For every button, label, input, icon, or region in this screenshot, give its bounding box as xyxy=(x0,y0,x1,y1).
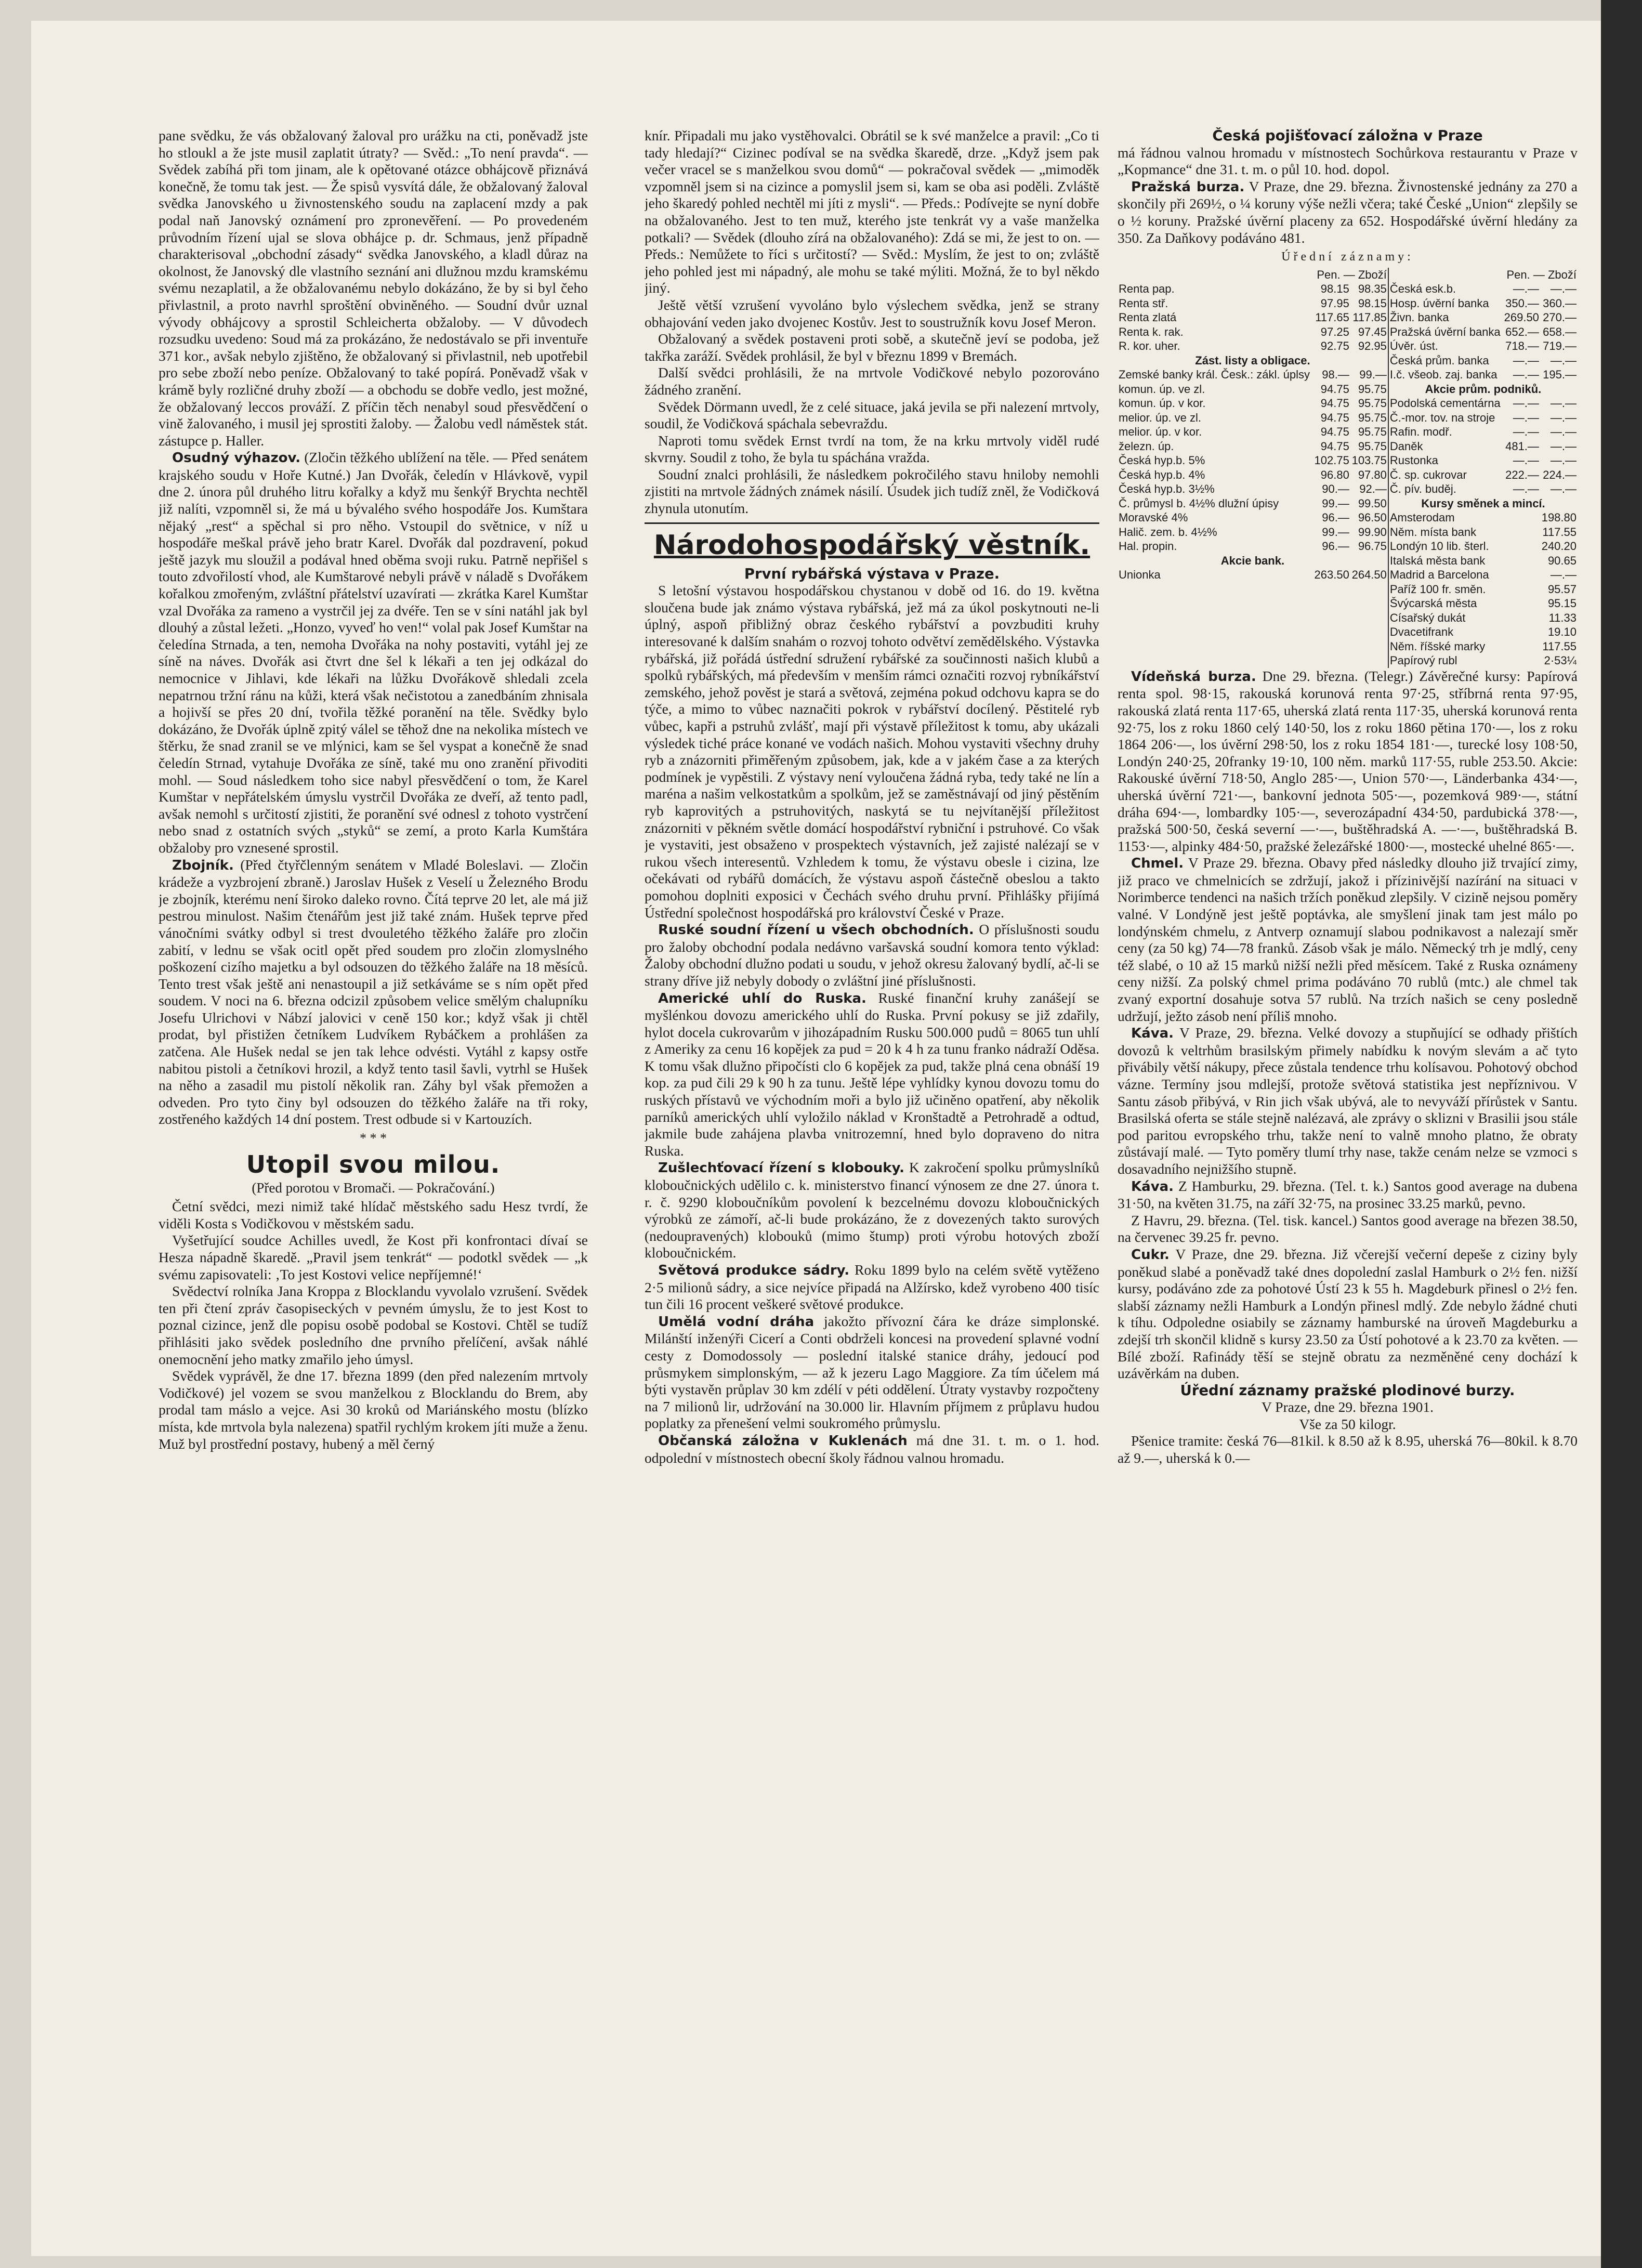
article-cukr xyxy=(1118,1246,1578,1382)
rate-name: Úvěr. úst. xyxy=(1388,339,1503,353)
cukr-text: V Praze, dne 29. března. Již včerejší večerní depeše z ciziny byly poněkud slabé a poněvadž také dnes dopolední zaslal Hamburk o 2½ fen. nižší kursy, podáváno zde za pohotové Ústí 23 k 55 h. Magdeburk přinesl o 2½ fen. slabší záznamy nežli Hamburk a Londýn přinesl mdlý. Zde nebylo žádné chuti k tíhu. Odpoledne osiabily se záznamy hamburské na úroveň Magdeburku a zdejší trh skončil klidně s kursy 23.50 za Ústí pohotové a k 23.70 za květen. — Bílé zboží. Rafinády těší se stejně obratu za nezměněné ceny dochází k uzávěrkám na duben. xyxy=(1118,1246,1578,1382)
article-vodni-draha xyxy=(645,1313,1099,1432)
rate-buy: —.— xyxy=(1513,454,1539,467)
rate-buy: —.— xyxy=(1513,425,1539,439)
section-rule xyxy=(645,522,1099,524)
utopil-paragraph: Naproti tomu svědek Ernst tvrdí na tom, že na krku mrtvoly viděl rudé skvrny. Soudil z toho, že byla tu spáchána vražda. xyxy=(645,432,1099,466)
rate-buy: —.— xyxy=(1513,368,1539,382)
utopil-paragraph: Vyšetřující soudce Achilles uvedl, že Kost při konfrontaci dívaí se Hesza nápadně škaredě. „Pravil jsem tenkrát“ — podotkl svědek — „k svému zapisovateli: ‚To jest Kostovi velice nepříjemné!‘ xyxy=(159,1232,588,1282)
rate-buy: 98.15 xyxy=(1320,282,1349,296)
rate-name: komun. úp. v kor. xyxy=(1119,397,1206,410)
rate-sell: 98.35 xyxy=(1358,282,1387,296)
rate-buy: —.— xyxy=(1513,282,1539,296)
rate-name: Dvacetifrank xyxy=(1388,625,1503,639)
rate-name: Švýcarská města xyxy=(1388,596,1503,611)
rate-name: Hal. propin. xyxy=(1119,540,1177,553)
table-row xyxy=(1118,353,1578,368)
zbojnik-text: (Před čtyřčlenným senátem v Mladé Boleslavi. — Zločin krádeže a vyzbrojení zbraně.) Jaroslav Hušek z Veselí u Železného Brodu je zbojník, kterému není široko daleko rovno. Čítá teprve 20 let, ale má již pestrou minulost. Našim čtenářům jest již také znám. Hušek teprve před vánočními svátky odbyl si trest dvouletého těžkého žaláře pro zločin zabití, v lednu se však ocitl opět před soudem pro zločin zlomyslného poškození cizího majetku a byl odsouzen do těžkého žaláře na 18 měsíců. Tento trest však ještě ani nenastoupil a již setkáváme se s ním opět před soudem. V noci na 6. března odcizil způsobem velice smělým chalupníku Josefu Ulrichovi v Nábzí jalovici v ceně 150 kor.; když však ji chtěl prodat, byl přistižen četníkem Ludvíkem Rybáčkem a prohlášen za zatčena. Ale Hušek nedal se jen tak lehce odvésti. Vytáhl z kapsy ostře nabitou pistoli a četníkovi hrozil, a když tento tasil šavli, vytrhl se Hušek na něho a zasadil mu pistolí několik ran. Záhy byl však přemožen a odveden. Pro tyto činy byl odsouzen do těžkého žaláře na tři roky, zostřeného každých 14 dní postem. Trest odbude si v Kartouzích. xyxy=(159,856,588,1128)
utopil-paragraph: Svědek vyprávěl, že dne 17. března 1899 (den před nalezením mrtvoly Vodičkové) jel vozem se svou manželkou z Blocklandu do Brem, aby prodal tam máslo a vejce. Asi 30 kroků od Mariánského mostu (blízko místa, kde mrtvola byla nalezena) spatřil rychlým krokem jíti muže a ženu. Muž byl prostřední postavy, hubený a měl černý xyxy=(159,1368,588,1452)
table-row xyxy=(1118,339,1578,353)
rate-buy: 263.50 xyxy=(1314,568,1349,582)
rate-sell: 99.— xyxy=(1359,368,1387,382)
prazska-burza-text: V Praze, dne 29. března. Živnostenské jednány za 270 a skončily při 269½, o ¼ koruny výše nežli včera; také České „Union“ zlepšily se o ½ koruny. Pražské úvěrní placeny za 652. Hospodářské úvěrní hledány za 350. Za Daňkovy podáváno 481. xyxy=(1118,178,1578,246)
utopil-paragraph: Soudní znalci prohlásili, že následkem pokročilého stavu hniloby nemohli zjistiti na mrtvole žádných známek násilí. Úsudek jich tudíž zněl, že Vodičková zhynula utonutím. xyxy=(645,466,1099,517)
rate-sell: 92.95 xyxy=(1358,339,1387,353)
empty-cell xyxy=(1118,611,1388,625)
heading-utopil-svou-milou: Utopil svou milou. xyxy=(246,1150,501,1178)
rate-buy: 94.75 xyxy=(1320,397,1349,410)
utopil-continued: knír. Připadali mu jako vystěhovalci. Obrátil se k své manželce a pravil: „Co ti tady hledají?“ Cizinec podíval se na svědka škaredě, drze. „Když jsem pak večer vracel se s manželkou svou domů“ — pokračoval svědek — „mimoděk vzpomněl jsem si na cizince a pomyslil jsem si, kam se oba asi poděli. Zvláště jeho škaredý pohled nechtěl mi jíti z mysli“. — Předs.: Podívejte se nyní dobře na obžalovaného. Jest to ten muž, kterého jste tenkrát vy a vaše manželka potkali? — Svědek (dlouho zírá na obžalovaného): Zdá se mi, že jest to on. — Předs.: Nemůžete to říci s určitostí? — Svěd.: Myslím, že jest to on; zvláště jeho pohled jest mi nápadný, ale mohu se také mýliti. Možná, že to byl někdo jiný. xyxy=(645,127,1099,296)
rate-name: melior. úp. v kor. xyxy=(1119,425,1202,439)
rate-sell: —.— xyxy=(1550,454,1577,467)
table-row xyxy=(1118,596,1578,611)
rate-buy: —.— xyxy=(1513,353,1539,367)
vodni-draha-text: jakožto přívozní čára ke dráze simplonské. Milánští inženýři Cicerí a Conti obdrželi koncesi na provedení splavné vodní cesty z Domodossoly — poslední italské stanice dráhy, jedoucí pod průsmykem simplonským, — až k jezeru Lago Maggiore. Za tím účelem má býti vystavěn průplav 30 km zdélí v péti oddělení. Útraty vystavby rozpočteny na 7 milionů lir, udržování na 30.000 lir. Hlavním příjmem z průplavu hudou poplatky za přenešení velmi soukromého průmyslu. xyxy=(645,1313,1099,1432)
empty-cell xyxy=(1118,625,1388,639)
article-sadra xyxy=(645,1262,1099,1313)
table-row xyxy=(1118,453,1578,468)
table-title-uredni-zaznamy: Úřední záznamy: xyxy=(1281,250,1414,264)
table-header-row xyxy=(1118,268,1578,282)
table-row xyxy=(1118,325,1578,339)
rate-buy: 96.80 xyxy=(1320,468,1349,481)
rate-sell: 96.50 xyxy=(1358,511,1387,525)
rate-buy xyxy=(1503,539,1540,554)
zalozna-kuklena-text: má dne 31. t. m. o 1. hod. odpolední v místnostech obecní školy řádnou valnou hromadu. xyxy=(645,1432,1099,1466)
article-zbojnik xyxy=(159,857,588,1129)
heading-chmel: Chmel. xyxy=(1131,856,1184,872)
table-row xyxy=(1118,653,1578,668)
rate-sell: 11.33 xyxy=(1548,611,1577,624)
heading-sadra: Světová produkce sádry. xyxy=(658,1263,850,1278)
exchange-rates-table xyxy=(1118,268,1578,668)
rate-sell: 95.75 xyxy=(1358,397,1387,410)
rate-sell: —.— xyxy=(1550,397,1577,410)
rate-buy: 92.75 xyxy=(1320,339,1349,353)
rate-buy: 94.75 xyxy=(1320,382,1349,396)
rate-sell: —.— xyxy=(1550,411,1577,424)
rate-buy: —.— xyxy=(1513,482,1539,496)
rate-sell: 264.50 xyxy=(1351,568,1387,582)
ruske-text: O příslušnosti soudu pro žaloby obchodní podala nedávno varšavská soudní komora tento výklad: Žaloby obchodní dlužno podati u soudu, v jehož okresu žalovaný bydlí, ač-li se strany dříve již nebyly dobody o zvláštní jiné příslušnosti. xyxy=(645,921,1099,989)
videnska-burza-text: Dne 29. března. (Telegr.) Závěrečné kursy: Papírová renta spol. 98·15, rakouská korunová renta 97·25, stříbrná renta 97·95, rakouská zlatá renta 117·65, uherská zlatá renta 117·35, uherská korunová renta 92·75, los z roku 1860 celý 140·50, los z roku 1860 pětina 170·—, los z roku 1864 206·—, los úvěrní 298·50, los z roku 1854 181·—, turecké losy 108·50, Londýn 240·25, 20franky 19·10, 100 něm. marků 117·55, ruble 253.50. Akcie: Rakouské úvěrní 718·50, Anglo 285·—, Union 570·—, Länderbanka 434·—, uherská úvěrní 721·—, bankovní jednota 505·—, pozemková 989·—, státní dráha 694·—, lombardky 105·—, severozápadní 434·50, pardubická 378·—, pražská 500·50, česká severní —·—, buštěhradská A. —·—, buštěhradská B. 1153·—, alpinky 484·50, pražské železářské 1800·—, mostecké uhelné 865·—. xyxy=(1118,667,1578,854)
heading-zbojnik: Zbojník. xyxy=(172,857,234,873)
rate-sell: —.— xyxy=(1550,425,1577,439)
utopil-paragraph: Obžalovaný a svědek postaveni proti sobě, a skutečně jeví se podoba, jež takřka zaráží. Svědek prohlásil, že byl v březnu 1899 v Bremách. xyxy=(645,331,1099,364)
article-continued-text: pane svědku, že vás obžalovaný žaloval pro urážku na cti, poněvadž jste ho stloukl a že jste musil zaplatit útraty? — Svěd.: „To není pravda“. — Svědek zabíhá při tom jinam, ale k opětované otázce obhájcově přiznává konečně, že tomu tak jest. — Že spisů vysvítá dále, že obžalovaný žaloval svědka Janovského u živnostenského soudu na zaplacení mzdy a pak podal naň Janovský oznámení pro zpronevěření. — Po provedeném průvodním řízení ujal se slova obhájce p. dr. Schmaus, jenž případně charakterisoval „obchodní zásady“ svědka Janovského, a kladl důraz na okolnost, že Janovský dle vlastního seznání ani dlužnou mzdu kramskému svému nezaplatil, a že obžalovanému nebylo dokázáno, že by si byl čeho přivlastnil, a proto navrhl sproštění obviněného. — Soudní dvůr uznal vývody obhájcovy a sprostil Schleicherta obžaloby. — V důvodech rozsudku uvedeno: Soud má za prokázáno, že nedostávalo se při inventuře 371 kor., avšak nebylo zjištěno, že obžalovaný si přivlastnil, neb upotřebil pro sebe zboží nebo peníze. Obžalovaný to také popírá. Poněvadž však v krámě byly rozličné druhy zboží — a obchodu se dobře vedlo, jest možné, že obžalovaný leccos prováží. Z příčin těch nenabyl soud přesvědčení o vině žalovaného, i musil jej sprostiti žaloby. — Žalobu vedl náměstek stát. zástupce p. Haller. xyxy=(159,127,588,449)
article-americke-uhli xyxy=(645,990,1099,1160)
table-row xyxy=(1118,310,1578,325)
table-row xyxy=(1118,468,1578,482)
table-row xyxy=(1118,282,1578,296)
rate-sell: —.— xyxy=(1550,353,1577,367)
rate-sell: 658.— xyxy=(1543,325,1577,338)
rybarska-text: S letošní výstavou hospodářskou chystanou v době od 16. do 19. května sloučena bude jak známo výstava rybářská, jež má za úkol poskytnouti ne-li úplný, aspoň přibližný obraz českého rybářství a povzbuditi kruhy interesované k dalším snahám o rozvoj tohoto odvětví zemědělského. Výstavka rybářská, již pořádá ústřední sdružení rybářské za součinnosti našich klubů a spolků rybářských, má především v menším rámci označiti rozvoj rybníkářství zemského, jehož pověst je stará a světová, zejména pokud odchovu kapra se do týče, a mimo to vůbec naznačiti pokrok v rybářství docílený. Pěstitelé ryb vůbec, kapři a pstruhů zvlášť, mají při výstavě příležitost k tomu, aby ukázali výsledek tiché práce konané ve vodách našich. Mohou vystaviti všechny druhy ryb a znázorniti přiměřeným způsobem, jak, kde a v jakém čase a za kterých podmínek je vypěstili. Z výstavy není vyloučena žádná ryba, tedy také ne lín a maréna a našim velkostatkům a spolkům, jež se zaměstnávají od jiný pěstěním ryb kaprovitých a pstruhovitých, naskytá se tu nejvítanější příležitost znázorniti v pěkném světle domácí hospodářství rybniční i pstruhové. Co však je vystaviti, jest obsaženo v prospektech výstavních, jež zajisté nalézají se v rukou všech interesentů. Vzhledem k tomu, že výstavu obesle i cizina, lze očekávati od rybářů domácích, že výstavu aspoň částečně obeslou a takto pomohou doplniti exposici v Čechách svého druhu první. Přihlášky přijímá Ústřední společnost hospodářská pro království České v Praze. xyxy=(645,582,1099,921)
rate-buy: 94.75 xyxy=(1320,411,1349,424)
kava-havr-text: Z Havru, 29. března. (Tel. tisk. kancel.) Santos good average na březen 38.50, na červenec 39.25 fr. pevno. xyxy=(1118,1212,1578,1246)
table-row xyxy=(1118,368,1578,382)
table-row xyxy=(1118,510,1578,525)
rate-sell: 117.85 xyxy=(1352,311,1387,324)
table-row xyxy=(1118,568,1578,582)
rate-name: Hosp. úvěrní banka xyxy=(1388,296,1503,311)
table-header-right: Pen. — Zboží xyxy=(1506,268,1577,281)
zuslechtovaci-text: K zakročení spolku průmyslníků kloboučnických udělilo c. k. ministerstvo financí výnosem ze dne 27. února t. r. č. 9290 kloboučníkům povolení k bezcelnému dovozu kloboučnických výrobků ze zámoří, ač-li bude prokázáno, že z dovezených takto surových (nedoupravených) klobouků (mimo štump) proti výrobu hotových zboží kloboučnickém. xyxy=(645,1159,1099,1261)
heading-videnska-burza: Vídeňská burza. xyxy=(1131,668,1256,685)
empty-cell xyxy=(1118,639,1388,654)
rate-buy: 97.95 xyxy=(1320,296,1349,310)
rate-name: Rafin. modř. xyxy=(1388,425,1503,439)
rate-sell: 95.15 xyxy=(1547,597,1577,610)
table-row xyxy=(1118,539,1578,554)
table-row xyxy=(1118,296,1578,311)
rate-name: železn. úp. xyxy=(1119,439,1174,453)
rate-buy: 99.— xyxy=(1322,496,1349,510)
utopil-paragraph: Četní svědci, mezi nimiž také hlídač městského sadu Hesz tvrdí, že viděli Kosta s Vodičkovou v městském sadu. xyxy=(159,1198,588,1231)
rate-buy: 652.— xyxy=(1505,325,1539,338)
heading-kava-hamburk: Káva. xyxy=(1131,1178,1174,1195)
rate-sell: 198.80 xyxy=(1541,511,1577,525)
article-kava-hamburk xyxy=(1118,1178,1578,1212)
rate-name: Italská města bank xyxy=(1388,554,1503,568)
heading-americke-uhli: Americké uhlí do Ruska. xyxy=(658,990,866,1006)
rate-buy xyxy=(1503,554,1540,568)
table-row xyxy=(1118,411,1578,425)
rate-buy: 90.— xyxy=(1322,482,1349,496)
rate-sell: 95.75 xyxy=(1358,382,1387,396)
osudny-text: (Zločin těžkého ublížení na těle. — Před senátem krajského soudu v Hoře Kutné.) Jan Dvořák, čeledín v Hlávkově, vypil dne 2. února půl druhého litru kořalky a když mu šenkýř Brychta nechtěl již nalíti, vzpomněl si, že má u bývalého svého hospodáře Jos. Kumštara nějaký „rest“ a spěchal si pro něho. Vstoupil do světnice, v níž u hospodáře meškal právě jeho bratr Karel. Dvořák dal pozdravení, pokud ještě jazyk mu sloužil a podával hned oběma svoji ruku. Patrně nepřišel s touto zdvořilostí vhod, ale Kumštarové nebyli právě v náladě s Dvořákem kořalkou zmořeným, zvláštní přátelství uzavírati — zkrátka Karel Kumštar vzal Dvořáka za rameno a vystrčil jej za dvéře. Ten se v síni natáhl jak byl dlouhý a zůstal ležeti. „Honzo, vyveď ho ven!“ volal pak Josef Kumštar na čeledína Strnada, a ten, nemoha Dvořáka na nohy postaviti, vytáhl jej ze síně na náves. Dvořák asi čtvrt dne šel k lékaři a ten jej odkázal do nemocnice v Jihlavi, kde lékaři na lůžku Dvořákově shledali zcela nepatrnou tržní ránu na kůži, která však nečistotou a zanedbáním zhnisala a hojivší se přes 20 dní, tvořila těžké poranění na těle. Svědky bylo dokázáno, že Dvořák úplně zpitý válel se těhož dne na nekolika místech ve štěrku, že snad zranil se ve mlýnici, kam se šel vyspat a konečně že snad čeledín Strnad, vytahuje Dvořáka ze síně, také mu ono zranění přivoditi mohl. — Soud následkem toho sice nabyl přesvědčení o tom, že Karel Kumštar v nepřátelském úmyslu vystrčil Dvořáka ze dveří, až tento padl, avšak nemohl s určitostí zjistiti, že poranění své odnesl z tohoto vystrčení nebo snad z ostatních svých „styků“ se zemí, a proto Karla Kumštára obžaloby pro vznesené sprostil. xyxy=(159,449,588,856)
pojistovaci-text: má řádnou valnou hromadu v místnostech Sochůrkova restaurantu v Praze v „Kopmance“ dne 31. t. m. o půl 10. hod. dopol. xyxy=(1118,144,1578,178)
header-spacer xyxy=(1118,268,1313,282)
rate-name: Renta pap. xyxy=(1119,282,1175,296)
heading-zuslechtovaci: Zušlechťovací řízení s klobouky. xyxy=(658,1160,905,1176)
rate-name: Císařský dukát xyxy=(1388,611,1503,625)
rate-buy xyxy=(1503,568,1540,582)
rate-sell: 95.75 xyxy=(1358,439,1387,453)
rate-sell: 360.— xyxy=(1543,296,1577,310)
rate-name: Madrid a Barcelona xyxy=(1388,568,1503,582)
table-row xyxy=(1118,396,1578,411)
rate-name: Amsterodam xyxy=(1388,510,1503,525)
rate-buy: 222.— xyxy=(1505,468,1539,481)
rate-sell: 2·53¼ xyxy=(1544,654,1577,667)
utopil-paragraph: Další svědci prohlásili, že na mrtvole Vodičkové nebylo pozorováno žádného zranění. xyxy=(645,364,1099,398)
rate-sell: 19.10 xyxy=(1547,625,1577,639)
heading-cukr: Cukr. xyxy=(1131,1247,1170,1263)
rate-name: Daněk xyxy=(1388,439,1503,454)
rate-name: Paříž 100 fr. směn. xyxy=(1388,582,1503,597)
sadra-text: Roku 1899 bylo na celém světě vytěženo 2·5 milionů sádry, a sice nejvíce připadá na Alžírsko, kdež vyrobeno 400 tisíc tun čili 16 procent veškeré světové produkce. xyxy=(645,1262,1099,1313)
rate-buy: —.— xyxy=(1513,411,1539,424)
rate-sell: 99.90 xyxy=(1358,525,1387,539)
article-ruske-rizeni xyxy=(645,921,1099,989)
article-osudny xyxy=(159,449,588,856)
rate-sell: 195.— xyxy=(1543,368,1577,382)
rate-name: Č. pív. buděj. xyxy=(1388,482,1503,496)
rate-name: Renta k. rak. xyxy=(1119,325,1184,338)
section-separator-stars: * * * xyxy=(360,1131,387,1146)
utopil-paragraph: Svědek Dörmann uvedl, že z celé situace, jaká jevila se při nalezení mrtvoly, soudil, že Vodičková spáchala sebevraždu. xyxy=(645,398,1099,432)
rate-name: Renta zlatá xyxy=(1119,311,1177,324)
rate-buy xyxy=(1503,510,1540,525)
rate-sell: 270.— xyxy=(1543,311,1577,324)
rate-sell: 99.50 xyxy=(1358,496,1387,510)
rate-buy xyxy=(1503,653,1540,668)
utopil-paragraph: Ještě větší vzrušení vyvoláno bylo výslechem svědka, jenž se strany obhajování veden jako dvojenec Kostův. Jest to soustružník kovu Josef Meron. xyxy=(645,296,1099,330)
rate-sell: 97.45 xyxy=(1358,325,1387,338)
utopil-subheading: (Před porotou v Bromači. — Pokračování.) xyxy=(252,1179,495,1196)
column-right xyxy=(1118,127,1578,2207)
heading-prazska-burza: Pražská burza. xyxy=(1131,179,1245,195)
rate-sell: 95.57 xyxy=(1547,582,1577,596)
plodinova-date: V Praze, dne 29. března 1901. xyxy=(1262,1399,1434,1415)
column-middle xyxy=(645,127,1099,2217)
table-header-left: Pen. — Zboží xyxy=(1317,268,1387,281)
rate-name: Rustonka xyxy=(1388,453,1503,468)
table-row xyxy=(1118,611,1578,625)
rate-name: Něm. místa bank xyxy=(1388,525,1503,540)
table-row xyxy=(1118,425,1578,439)
rate-sell: 103.75 xyxy=(1351,454,1387,467)
kava-text: V Praze, 29. března. Velké dovozy a stupňující se odhady přištích dovozů k veltrhům brasilským přimely nabídku k novým slevám a ač tyto přivábily větší nákupy, přece zůstala tendence trhu kolísavou. Pohotový obchod vázne. Termíny jsou mdlejší, protože světová statistika jest nepříznivou. V Santu zásob přibývá, v Rin jich však ubývá, ale to nevyváží přírůstek v Santu. Brasilská oferta se stále stejně nalézavá, ale zprávy o sklizni v Brasilii jsou stále pod paritou evropského trhu, takže není to valně mnoho platno, že obraty zůstávají malé. — Tyto poměry tlumí trhy nase, takže cenám nelze se vzmoci s dosavadního nejnižšího stupně. xyxy=(1118,1025,1578,1177)
rate-name: Halič. zem. b. 4½% xyxy=(1119,525,1217,539)
rate-sell: 224.— xyxy=(1543,468,1577,481)
table-section-heading: Zást. listy a obligace. xyxy=(1195,353,1310,367)
americke-text: Ruské finanční kruhy zanášejí se myšlénkou dovozu amerického uhlí do Ruska. První pokusy se již zdařily, hylot docela cukrovarům v jihozápadním Rusku 500.000 pudů = 8065 tun uhlí z Ameriky za cenu 16 kopějek za pud = 20 k 4 h za tunu franko nádraží Oděsa. K tomu však dlužno připočísti clo 6 kopějek za pud, takže plná cena obnáší 19 kop. za pud čili 29 k 90 h za tunu. Ještě lépe vyhlídky kynou dovozu tomu do ruských přístavů ve východním moři a bylo již učiněno opatření, aby několik parníků amerických uhlí vyložilo náklad v Kronštadtě a Petrohradě a odtud, jakmile bude zahájena plavba vnitrozemní, hned bylo dopraveno do nitra Ruska. xyxy=(645,989,1099,1159)
rate-sell: —.— xyxy=(1550,568,1577,582)
rate-name: Česká esk.b. xyxy=(1388,282,1503,296)
rate-name: Č. průmysl b. 4½% dlužní úpisy xyxy=(1119,496,1279,510)
rate-sell: —.— xyxy=(1550,282,1577,296)
rate-sell: 95.75 xyxy=(1358,411,1387,424)
chmel-text: V Praze 29. března. Obavy před následky dlouho již trvající zimy, již praco ve chmelnicích se zdržují, jakož i přízinivější nazírání na situaci v Norimberce tendenci na našich tržích poněkud zlepšily. V cizině nejsou poměry valné. V Londýně jest ještě poptávka, ale smyšlení jinak tam jest málo po londýnském chmelu, z Antverp oznamují slabou podnikavost a nalezají směr ceny (za 50 kg) 74—78 franků. Zásob však je málo. Německý trh je mdlý, ceny též slabé, o 10 až 15 marků nižší nežli před měsícem. Také z Ruska oznámeny ceny nižší. Za polský chmel prima podáváno 70 rublů (mtc.) ale chmel tak zvaný exportní dosahuje sotva 57 rublů. Na trzích našich se ceny posledně udržují, ježto zásob není příliš mnoho. xyxy=(1118,855,1578,1024)
rate-buy: —.— xyxy=(1513,397,1539,410)
table-row xyxy=(1118,582,1578,597)
rate-sell: 719.— xyxy=(1543,339,1577,353)
rate-name: Papírový rubl xyxy=(1388,653,1503,668)
rate-sell: 95.75 xyxy=(1358,425,1387,439)
heading-zalozna-kuklena: Občanská záložna v Kuklenách xyxy=(658,1433,908,1449)
table-row xyxy=(1118,525,1578,540)
rate-name: Č. sp. cukrovar xyxy=(1388,468,1503,482)
rate-sell: —.— xyxy=(1550,482,1577,496)
rate-buy: 117.65 xyxy=(1315,311,1349,324)
rate-sell: —.— xyxy=(1550,439,1577,453)
rate-sell: 90.65 xyxy=(1547,554,1577,567)
rate-name: Živn. banka xyxy=(1388,310,1503,325)
rate-buy xyxy=(1503,625,1540,639)
rate-name: melior. úp. ve zl. xyxy=(1119,411,1201,424)
rate-name: komun. úp. ve zl. xyxy=(1119,382,1205,396)
heading-ruske-rizeni: Ruské soudní řízení u všech obchodních. xyxy=(658,922,974,938)
rate-sell: 117.55 xyxy=(1542,639,1577,653)
heading-vodni-draha: Umělá vodní dráha xyxy=(658,1314,815,1330)
rate-buy xyxy=(1503,582,1540,597)
table-row xyxy=(1118,482,1578,496)
table-section-heading: Kursy směnek a mincí. xyxy=(1388,496,1578,511)
scan-edge-border xyxy=(1601,0,1642,2268)
rate-name: Pražská úvěrní banka xyxy=(1388,325,1503,339)
rate-sell: 96.75 xyxy=(1358,540,1387,553)
rate-name: Renta stř. xyxy=(1119,296,1168,310)
section-title-narodohospodarsky-vestnik: Národohospodářský věstník. xyxy=(653,529,1091,561)
rate-sell: 117.55 xyxy=(1542,525,1577,539)
article-kava xyxy=(1118,1025,1578,1177)
table-row xyxy=(1118,439,1578,454)
rate-buy: 96.— xyxy=(1322,540,1349,553)
table-row xyxy=(1118,625,1578,639)
rate-buy: 350.— xyxy=(1505,296,1539,310)
empty-cell xyxy=(1118,653,1388,668)
heading-osudny-vyhazov: Osudný výhazov. xyxy=(172,450,301,466)
rate-buy xyxy=(1503,525,1540,540)
table-section-heading: Akcie prům. podniků. xyxy=(1388,382,1578,397)
table-row xyxy=(1118,554,1578,568)
rate-buy xyxy=(1503,611,1540,625)
rate-name: Česká prům. banka xyxy=(1388,353,1503,368)
heading-ceska-pojistovaci-zalozna: Česká pojišťovací záložna v Praze xyxy=(1212,127,1483,144)
header-spacer xyxy=(1388,268,1503,282)
plodinova-unit: Vše za 50 kilogr. xyxy=(1299,1415,1396,1432)
rate-buy xyxy=(1503,639,1540,654)
rate-name: Londýn 10 lib. šterl. xyxy=(1388,539,1503,554)
rate-name: Unionka xyxy=(1119,568,1161,582)
rate-buy: 718.— xyxy=(1505,339,1539,353)
table-row xyxy=(1118,496,1578,511)
heading-kava: Káva. xyxy=(1131,1026,1174,1042)
utopil-paragraph: Svědectví rolníka Jana Kroppa z Blocklandu vyvolalo vzrušení. Svědek ten při čtení zpráv časopiseckých v pevném úmyslu, že to jest Kost to poznal cizince, jenž dle popisu osobě podobal se Kostovi. Chtěl se tudíž přihlásiti jako svědek posledního dne prvního přelíčení, avšak náhlé onemocnění jeho matky zmařilo jeho úmysl. xyxy=(159,1283,588,1367)
rate-name: Česká hyp.b. 4% xyxy=(1119,468,1205,481)
rate-name: Česká hyp.b. 5% xyxy=(1119,454,1205,467)
rate-sell: 92.— xyxy=(1359,482,1387,496)
article-zuslechtovaci xyxy=(645,1159,1099,1262)
table-section-heading: Akcie bank. xyxy=(1220,554,1285,567)
rate-buy: 269.50 xyxy=(1504,311,1539,324)
rate-buy: 94.75 xyxy=(1320,425,1349,439)
rate-name: Zemské banky král. Česk.: zákl. úplsy xyxy=(1119,368,1310,382)
table-row xyxy=(1118,382,1578,397)
empty-cell xyxy=(1118,582,1388,597)
rate-buy: 481.— xyxy=(1505,439,1539,453)
article-zalozna-kuklena xyxy=(645,1432,1099,1466)
heading-rybarska-vystava: První rybářská výstava v Praze. xyxy=(744,565,1000,582)
rate-name: I.č. všeob. zaj. banka xyxy=(1388,368,1503,382)
rate-name: Česká hyp.b. 3½% xyxy=(1119,482,1215,496)
rate-sell: 97.80 xyxy=(1358,468,1387,481)
rate-buy xyxy=(1503,596,1540,611)
article-prazska-burza xyxy=(1118,178,1578,246)
rate-sell: 98.15 xyxy=(1358,296,1387,310)
article-videnska-burza xyxy=(1118,668,1578,855)
rate-name: R. kor. uher. xyxy=(1119,339,1180,353)
table-row xyxy=(1118,639,1578,654)
rate-buy: 98.— xyxy=(1322,368,1349,382)
rate-name: Moravské 4% xyxy=(1119,511,1188,525)
article-chmel xyxy=(1118,855,1578,1025)
kava-hamburk-text: Z Hamburku, 29. března. (Tel. t. k.) Santos good average na dubena 31·50, na květen 31.75, na září 32·75, na prosinec 33.25 marků, pevno. xyxy=(1118,1177,1578,1212)
rate-name: Něm. říšské marky xyxy=(1388,639,1503,654)
rate-buy: 94.75 xyxy=(1320,439,1349,453)
column-left xyxy=(159,127,588,2204)
rate-name: Podolská cementárna xyxy=(1388,396,1503,411)
heading-plodinova-burza: Úřední záznamy pražské plodinové burzy. xyxy=(1180,1382,1515,1399)
rate-name: Č.-mor. tov. na stroje xyxy=(1388,411,1503,425)
rate-buy: 99.— xyxy=(1322,525,1349,539)
newspaper-page xyxy=(31,21,1601,2256)
rate-buy: 96.— xyxy=(1322,511,1349,525)
plodinova-text: Pšenice tramite: česká 76—81kil. k 8.50 až k 8.95, uherská 76—80kil. k 8.70 až 9.—, uherská k 0.— xyxy=(1118,1433,1578,1466)
rate-buy: 97.25 xyxy=(1320,325,1349,338)
empty-cell xyxy=(1118,596,1388,611)
rate-sell: 240.20 xyxy=(1541,540,1577,553)
rate-buy: 102.75 xyxy=(1314,454,1349,467)
